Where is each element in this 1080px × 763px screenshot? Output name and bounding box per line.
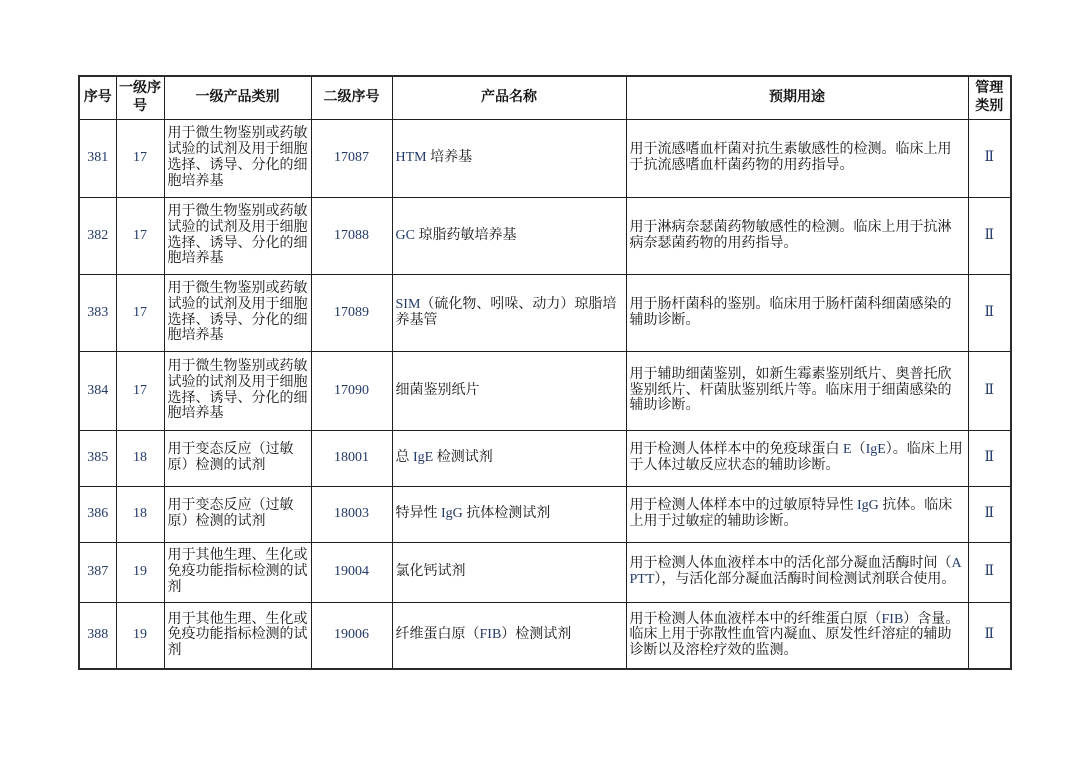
header-row bbox=[79, 76, 1011, 119]
table-row bbox=[79, 274, 1011, 351]
cell-product-name: 特异性 IgG 抗体检测试剂 bbox=[392, 486, 626, 542]
cell-product-name: HTM 培养基 bbox=[392, 119, 626, 197]
column-header-level2-no: 二级序号 bbox=[311, 76, 392, 119]
cell-mgmt-class: Ⅱ bbox=[968, 274, 1011, 351]
product-table bbox=[78, 75, 1012, 670]
cell-level1-category: 用于变态反应（过敏原）检测的试剂 bbox=[164, 430, 311, 486]
column-header-level1-category: 一级产品类别 bbox=[164, 76, 311, 119]
cell-serial-no: 386 bbox=[79, 486, 116, 542]
cell-level1-no: 17 bbox=[116, 274, 164, 351]
cell-serial-no: 384 bbox=[79, 351, 116, 430]
cell-serial-no: 383 bbox=[79, 274, 116, 351]
cell-serial-no: 387 bbox=[79, 542, 116, 602]
cell-intended-use: 用于辅助细菌鉴别，如新生霉素鉴别纸片、奥普托欣鉴别纸片、杆菌肽鉴别纸片等。临床用于细菌感染的辅助诊断。 bbox=[626, 351, 968, 430]
cell-product-name: 氯化钙试剂 bbox=[392, 542, 626, 602]
table-body bbox=[79, 119, 1011, 669]
cell-level2-no: 17090 bbox=[311, 351, 392, 430]
cell-level2-no: 19004 bbox=[311, 542, 392, 602]
table-row bbox=[79, 119, 1011, 197]
column-header-level1-no: 一级序号 bbox=[116, 76, 164, 119]
table-row bbox=[79, 486, 1011, 542]
column-header-mgmt-class: 管理类别 bbox=[968, 76, 1011, 119]
cell-product-name: GC 琼脂药敏培养基 bbox=[392, 197, 626, 274]
cell-serial-no: 381 bbox=[79, 119, 116, 197]
cell-level1-no: 17 bbox=[116, 119, 164, 197]
table-row bbox=[79, 430, 1011, 486]
cell-intended-use: 用于流感嗜血杆菌对抗生素敏感性的检测。临床上用于抗流感嗜血杆菌药物的用药指导。 bbox=[626, 119, 968, 197]
cell-mgmt-class: Ⅱ bbox=[968, 197, 1011, 274]
column-header-product-name: 产品名称 bbox=[392, 76, 626, 119]
cell-level1-category: 用于其他生理、生化或免疫功能指标检测的试剂 bbox=[164, 542, 311, 602]
table-header bbox=[79, 76, 1011, 119]
column-header-intended-use: 预期用途 bbox=[626, 76, 968, 119]
cell-level2-no: 18001 bbox=[311, 430, 392, 486]
cell-level1-category: 用于微生物鉴别或药敏试验的试剂及用于细胞选择、诱导、分化的细胞培养基 bbox=[164, 197, 311, 274]
cell-level2-no: 17089 bbox=[311, 274, 392, 351]
cell-mgmt-class: Ⅱ bbox=[968, 430, 1011, 486]
table-row bbox=[79, 602, 1011, 669]
cell-product-name: 纤维蛋白原（FIB）检测试剂 bbox=[392, 602, 626, 669]
cell-serial-no: 385 bbox=[79, 430, 116, 486]
cell-level2-no: 18003 bbox=[311, 486, 392, 542]
cell-level1-no: 18 bbox=[116, 486, 164, 542]
cell-mgmt-class: Ⅱ bbox=[968, 486, 1011, 542]
cell-level1-category: 用于变态反应（过敏原）检测的试剂 bbox=[164, 486, 311, 542]
cell-level1-category: 用于微生物鉴别或药敏试验的试剂及用于细胞选择、诱导、分化的细胞培养基 bbox=[164, 119, 311, 197]
cell-mgmt-class: Ⅱ bbox=[968, 351, 1011, 430]
cell-level1-no: 17 bbox=[116, 197, 164, 274]
cell-level1-no: 18 bbox=[116, 430, 164, 486]
cell-level1-no: 19 bbox=[116, 542, 164, 602]
cell-level2-no: 19006 bbox=[311, 602, 392, 669]
cell-serial-no: 388 bbox=[79, 602, 116, 669]
cell-product-name: 总 IgE 检测试剂 bbox=[392, 430, 626, 486]
cell-level1-category: 用于微生物鉴别或药敏试验的试剂及用于细胞选择、诱导、分化的细胞培养基 bbox=[164, 274, 311, 351]
cell-level2-no: 17087 bbox=[311, 119, 392, 197]
column-header-serial-no: 序号 bbox=[79, 76, 116, 119]
table-row bbox=[79, 542, 1011, 602]
cell-serial-no: 382 bbox=[79, 197, 116, 274]
cell-intended-use: 用于淋病奈瑟菌药物敏感性的检测。临床上用于抗淋病奈瑟菌药物的用药指导。 bbox=[626, 197, 968, 274]
cell-level2-no: 17088 bbox=[311, 197, 392, 274]
cell-mgmt-class: Ⅱ bbox=[968, 542, 1011, 602]
cell-mgmt-class: Ⅱ bbox=[968, 119, 1011, 197]
cell-intended-use: 用于肠杆菌科的鉴别。临床用于肠杆菌科细菌感染的辅助诊断。 bbox=[626, 274, 968, 351]
cell-level1-category: 用于微生物鉴别或药敏试验的试剂及用于细胞选择、诱导、分化的细胞培养基 bbox=[164, 351, 311, 430]
cell-intended-use: 用于检测人体血液样本中的纤维蛋白原（FIB）含量。临床上用于弥散性血管内凝血、原发性纤溶症的辅助诊断以及溶栓疗效的监测。 bbox=[626, 602, 968, 669]
cell-intended-use: 用于检测人体血液样本中的活化部分凝血活酶时间（APTT），与活化部分凝血活酶时间检测试剂联合使用。 bbox=[626, 542, 968, 602]
cell-intended-use: 用于检测人体样本中的免疫球蛋白 E（IgE）。临床上用于人体过敏反应状态的辅助诊断。 bbox=[626, 430, 968, 486]
cell-level1-no: 17 bbox=[116, 351, 164, 430]
table-row bbox=[79, 351, 1011, 430]
table-row bbox=[79, 197, 1011, 274]
cell-intended-use: 用于检测人体样本中的过敏原特异性 IgG 抗体。临床上用于过敏症的辅助诊断。 bbox=[626, 486, 968, 542]
cell-level1-no: 19 bbox=[116, 602, 164, 669]
cell-product-name: SIM（硫化物、吲哚、动力）琼脂培养基管 bbox=[392, 274, 626, 351]
cell-product-name: 细菌鉴别纸片 bbox=[392, 351, 626, 430]
cell-mgmt-class: Ⅱ bbox=[968, 602, 1011, 669]
cell-level1-category: 用于其他生理、生化或免疫功能指标检测的试剂 bbox=[164, 602, 311, 669]
